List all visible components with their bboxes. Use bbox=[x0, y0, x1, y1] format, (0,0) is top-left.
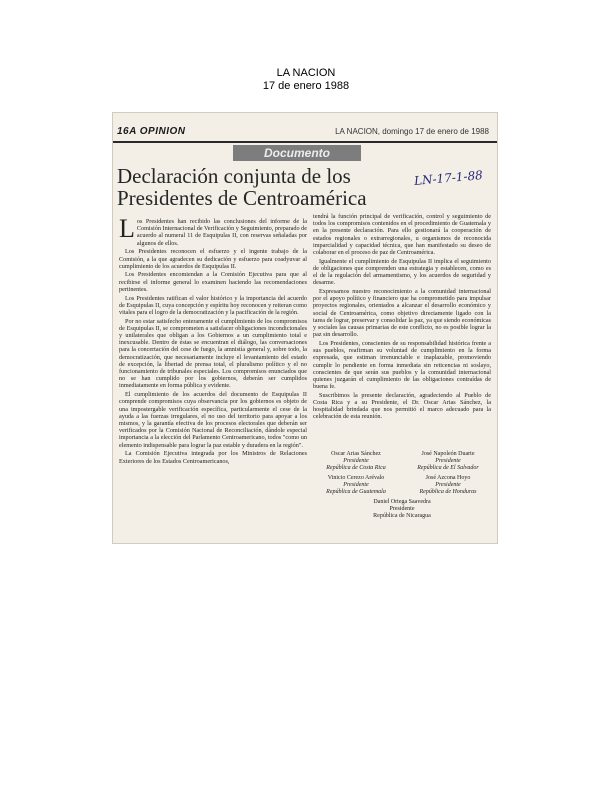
signatory-role: Presidente bbox=[435, 458, 461, 464]
signatory-name: José Azcona Hoyo bbox=[425, 475, 471, 481]
newspaper-name: LA NACION bbox=[276, 67, 336, 79]
paragraph: Los Presidentes ratifican el valor histórico y la importancia del acuerdo de Esquipulas II, cuya concepción y espíritu hoy reconocen y reiteran como vitales para el logro de la democratización y la pacificación de la región. bbox=[119, 294, 307, 316]
signatory-country: República de Honduras bbox=[419, 489, 477, 495]
signatory bbox=[405, 475, 491, 496]
signatory-name: José Napoleón Duarte bbox=[421, 451, 475, 457]
signatory-name: Daniel Ortega Saavedra bbox=[373, 499, 431, 505]
signatory bbox=[405, 451, 491, 472]
signatory-role: Presidente bbox=[343, 482, 369, 488]
signatory-role: Presidente bbox=[343, 458, 369, 464]
drop-cap: L bbox=[119, 214, 135, 243]
paragraph: Los Presidentes, conscientes de su responsabilidad histórica frente a sus pueblos, reafirman su voluntad de cumplimiento en la forma expresada, que estiman irrenunciable e inaplazable, promoviendo cumplir lo pendiente en forma inmediata sin reticencias ni soslayo, conscientes de que serán sus pueblos y la comunidad internacional quienes juzgarán el cumplimiento de las obligaciones contraídas de buena fe. bbox=[313, 339, 491, 391]
paragraph: Expresamos nuestro reconocimiento a la comunidad internacional por el apoyo político y financiero que ha comprometido para impulsar proyectos regionales, orientados a alcanzar el desarrollo económico y social de Centroamérica, como objetivo directamente ligado con la tarea de lograr, preservar y consolidar la paz, ya que siendo económicas y sociales las causas primarias de este conflicto, no es posible lograr la paz sin desarrollo. bbox=[313, 288, 491, 339]
article-headline: Declaración conjunta de los Presidentes de Centroamérica bbox=[117, 164, 367, 210]
signatory-name: Vinicio Cerezo Arévalo bbox=[327, 475, 385, 481]
signatory-role: Presidente bbox=[389, 506, 415, 512]
signatory-name: Oscar Arias Sánchez bbox=[331, 451, 381, 457]
signatory bbox=[313, 451, 399, 472]
section-label: 16A OPINION bbox=[117, 126, 186, 137]
paragraph: tendrá la función principal de verificación, control y seguimiento de todos los compromisos contenidos en el procedimiento de Guatemala y en la presente declaración. Para ello gestionará la cooperación de estados regionales o extrarregionales, u organismos de reconocida imparcialidad y capacidad técnica, que han manifestado su deseo de colaborar en el proceso de paz de Centroamérica. bbox=[313, 213, 491, 257]
signatory-country: República de Costa Rica bbox=[326, 465, 386, 471]
signatory-role: Presidente bbox=[435, 482, 461, 488]
paragraph: Los Presidentes reconocen el esfuerzo y el ingente trabajo de la Comisión, a la que agradecen su dedicación y esfuerzo para coadyuvar al cumplimiento de los acuerdos de Esquipulas II. bbox=[119, 248, 307, 270]
paragraph: os Presidentes han recibido las conclusiones del informe de la Comisión Internacional de Verificación y Seguimiento, preparado de acuerdo al numeral 11 de Esquipulas II, con reservas señaladas por algunos de ellos. bbox=[136, 218, 307, 247]
signatory-country: República de Nicaragua bbox=[373, 513, 431, 519]
paragraph: La Comisión Ejecutiva integrada por los Ministros de Relaciones Exteriores de los Estados Centroamericanos, bbox=[119, 450, 307, 465]
handwritten-date-note: LN-17-1-88 bbox=[413, 168, 484, 188]
signature-row bbox=[313, 451, 491, 472]
right-column bbox=[313, 213, 491, 422]
signature-row bbox=[313, 475, 491, 496]
signature-row bbox=[313, 499, 491, 520]
signatory-country: República de Guatemala bbox=[326, 489, 386, 495]
paragraph: Suscribimos la presente declaración, agradeciendo al Pueblo de Costa Rica y a su Presidente, el Dr. Oscar Arias Sánchez, la hospitalidad brindada que nos permitió el marco adecuado para la celebración de esta reunión. bbox=[313, 391, 491, 421]
signatory bbox=[313, 499, 491, 520]
paragraph: Los Presidentes encomiendan a la Comisión Ejecutiva para que al recibirse el informe general lo examinen haciendo las recomendaciones pertinentes. bbox=[119, 271, 307, 293]
left-column bbox=[119, 214, 307, 466]
masthead-date: LA NACION, domingo 17 de enero de 1988 bbox=[335, 127, 489, 136]
newspaper-clipping bbox=[112, 112, 498, 544]
masthead bbox=[113, 121, 497, 143]
archive-header bbox=[0, 67, 612, 93]
paragraph: Por no estar satisfecho enteramente el cumplimiento de los compromisos de Esquipulas II, se comprometen a satisfacer obligaciones incondicionales y unilaterales que obligan a los Gobiernos a un cumplimiento total e inexcusable. Dentro de éstas se encuentran el diálogo, las conversaciones para la concertación del cese de fuego, la amnistía general y, sobre todo, la democratización, que necesariamente incluye el levantamiento del estado de excepción, la libertad de prensa total, el pluralismo político y el no funcionamiento de tribunales especiales. Los compromisos enunciados que no se han cumplido por los gobiernos, deberán ser cumplidos inmediatamente en forma pública y evidente. bbox=[119, 317, 307, 390]
paragraph: El cumplimiento de los acuerdos del documento de Esquipulas II comprende compromisos cuya observancia por los gobiernos es objeto de una impostergable verificación específica, particularmente el cese de la ayuda a las fuerzas irregulares, el no uso del territorio para apoyar a los mismos, y la garantía efectiva de los procesos electorales que deberán ser verificados por la Comisión Nacional de Reconciliación, dándole especial importancia a la elección del Parlamento Centroamericano, todos "como un elemento indispensable para lograr la paz estable y duradera en la región". bbox=[119, 391, 307, 449]
signature-block bbox=[313, 451, 491, 523]
masthead-rule bbox=[113, 141, 497, 143]
signatory bbox=[313, 475, 399, 496]
signatory-country: República de El Salvador bbox=[417, 465, 479, 471]
section-band: Documento bbox=[233, 145, 361, 161]
paragraph: Igualmente el cumplimiento de Esquipulas II implica el seguimiento de obligaciones que comprenden una estrategia y establecen, como es el de la regulación del armamentismo, y los acuerdos de seguridad y desarme. bbox=[313, 257, 491, 287]
archive-date: 17 de enero 1988 bbox=[262, 80, 350, 92]
